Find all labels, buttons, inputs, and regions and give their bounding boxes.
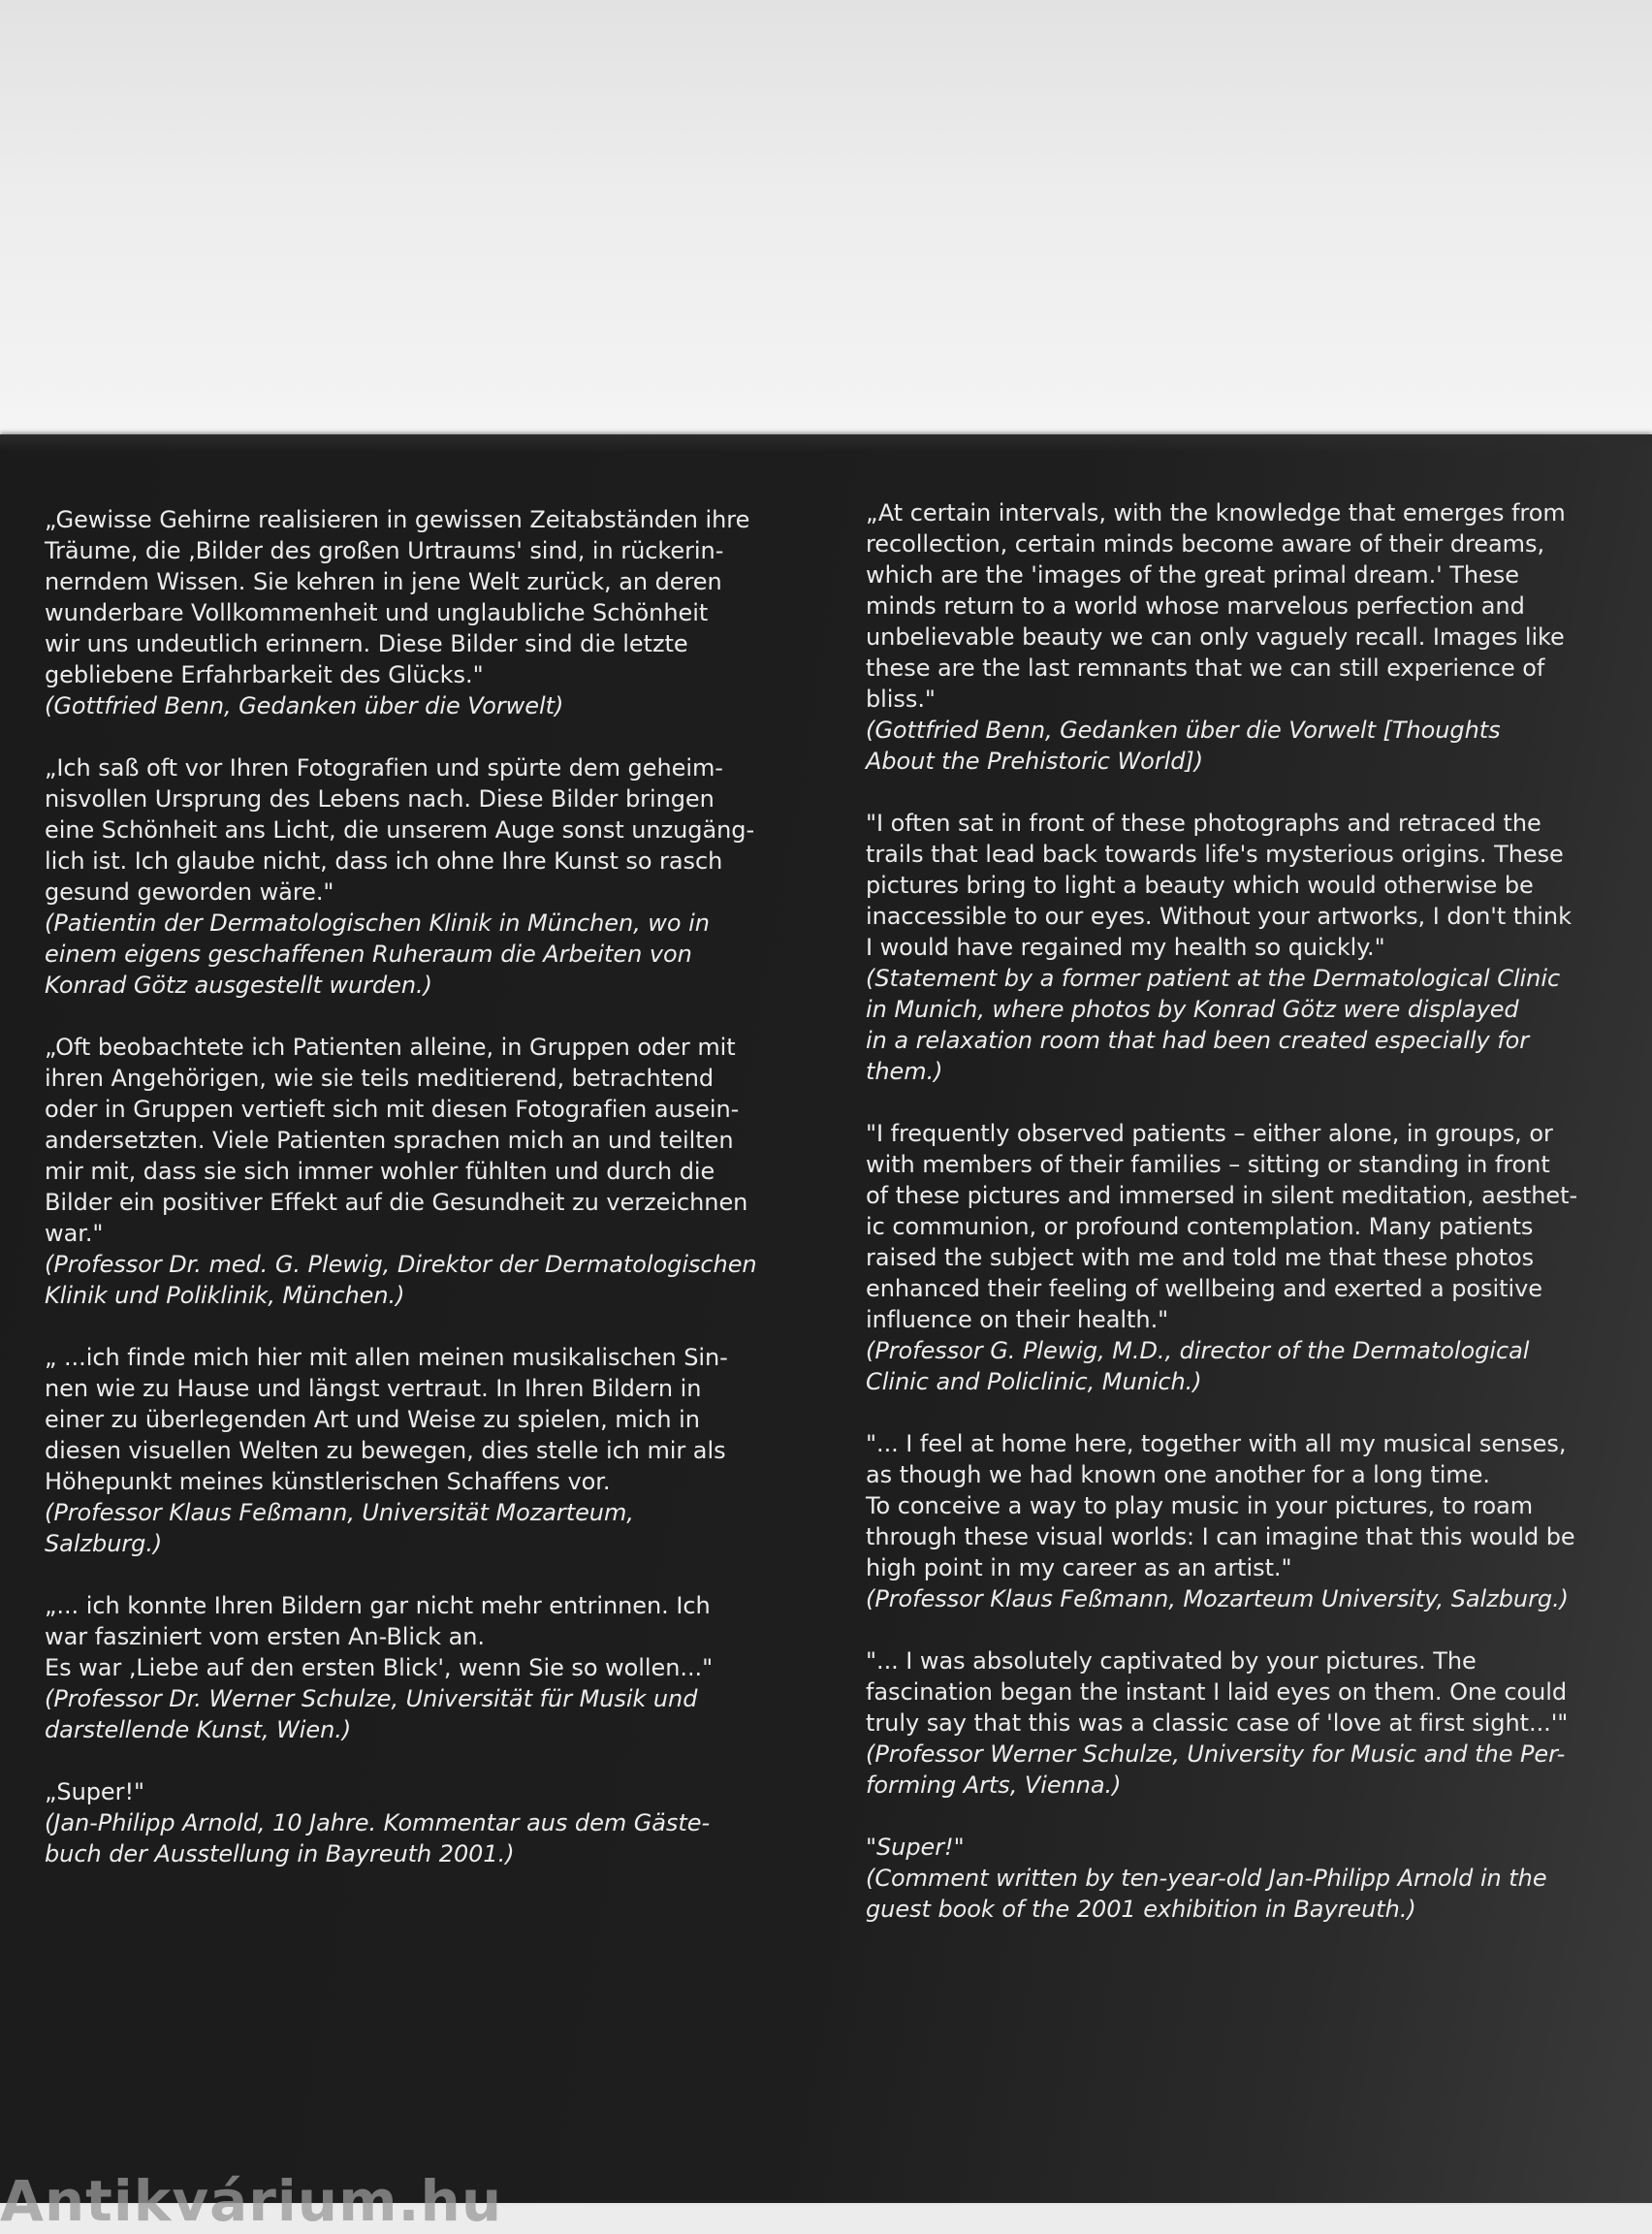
quote-source: (Professor Dr. med. G. Plewig, Direktor der Dermatologischen Klinik und Poliklinik, München.) [45, 1251, 757, 1309]
background-wall [0, 0, 1652, 438]
quote-text: "I frequently observed patients – either alone, in groups, or with members of their families – sitting or standing in front of these pictures and immersed in silent meditation, aesthet- ic communion, or profound contemplation. Many patients raised the subject with me and told me that these photos enhanced their feeling of wellbeing and exerted a positive influence on their health." [866, 1120, 1578, 1333]
quote-source: (Comment written by ten-year-old Jan-Philipp Arnold in the guest book of the 2001 exhibition in Bayreuth.) [866, 1865, 1547, 1923]
quote-source: (Professor Dr. Werner Schulze, Universität für Musik und darstellende Kunst, Wien.) [45, 1685, 698, 1743]
quote-text: „Ich saß oft vor Ihren Fotografien und spürte dem geheim- nisvollen Ursprung des Lebens nach. Diese Bilder bringen eine Schönheit ans Licht, die unserem Auge sonst unzugäng- lich ist. Ich glaube nicht, dass ich ohne Ihre Kunst so rasch gesund geworden wäre." [45, 754, 755, 906]
quote-entry-patient-en [866, 808, 1620, 1087]
quote-source: (Professor Klaus Feßmann, Universität Mozarteum, Salzburg.) [45, 1499, 634, 1557]
quote-text: "... I feel at home here, together with all my musical senses, as though we had known one another for a long time. To conceive a way to play music in your pictures, to roam through these visual worlds: I can imagine that this would be high point in my career as an artist." [866, 1430, 1575, 1581]
english-text-column [866, 497, 1620, 1956]
quote-entry-arnold-de [45, 1776, 801, 1869]
quote-entry-plewig-en [866, 1118, 1620, 1397]
quote-text: "Super!" [866, 1834, 965, 1861]
quote-text: „Oft beobachtete ich Patienten alleine, in Gruppen oder mit ihren Angehörigen, wie sie teils meditierend, betrachtend oder in Gruppen vertieft sich mit diesen Fotografien ausein- andersetzten. Viele Patienten sprachen mich an und teilten mir mit, dass sie sich immer wohler fühlten und durch die Bilder ein positiver Effekt auf die Gesundheit zu verzeichnen war." [45, 1034, 748, 1247]
quote-source: (Professor G. Plewig, M.D., director of the Dermatological Clinic and Policlinic, Munich.) [866, 1337, 1530, 1395]
quote-source: (Professor Klaus Feßmann, Mozarteum University, Salzburg.) [866, 1585, 1569, 1612]
quote-source: (Statement by a former patient at the Dermatological Clinic in Munich, where photos by Konrad Götz were displayed in a relaxation room that had been created especially for them.) [866, 965, 1561, 1085]
quote-entry-fessmann-en [866, 1428, 1620, 1614]
quote-source: (Professor Werner Schulze, University for Music and the Per- forming Arts, Vienna.) [866, 1740, 1566, 1799]
quote-text: "... I was absolutely captivated by your pictures. The fascination began the instant I laid eyes on them. One could truly say that this was a classic case of 'love at first sight...'" [866, 1647, 1569, 1737]
quote-source: (Jan-Philipp Arnold, 10 Jahre. Kommentar aus dem Gäste- buch der Ausstellung in Bayreuth 2001.) [45, 1809, 711, 1867]
watermark: Antikvárium.hu [0, 2168, 503, 2234]
german-text-column [45, 504, 801, 1900]
quote-entry-patient-de [45, 752, 801, 1001]
quote-entry-plewig-de [45, 1032, 801, 1311]
quote-source: (Gottfried Benn, Gedanken über die Vorwelt) [45, 692, 564, 719]
quote-entry-schulze-en [866, 1645, 1620, 1801]
quote-entry-schulze-de [45, 1590, 801, 1745]
quote-text: „Super!" [45, 1778, 145, 1805]
quote-entry-benn-de [45, 504, 801, 721]
quote-text: "I often sat in front of these photographs and retraced the trails that lead back towards life's mysterious origins. These pictures bring to light a beauty which would otherwise be inaccessible to our eyes. Without your artworks, I don't think I would have regained my health so quickly." [866, 810, 1572, 961]
quote-text: „At certain intervals, with the knowledge that emerges from recollection, certain minds become aware of their dreams, which are the 'images of the great primal dream.' These minds return to a world whose marvelous perfection and unbelievable beauty we can only vaguely recall. Images like these are the last remnants that we can still experience of bliss." [866, 499, 1566, 713]
quote-entry-benn-en [866, 497, 1620, 777]
quote-text: „Gewisse Gehirne realisieren in gewissen Zeitabständen ihre Träume, die ‚Bilder des großen Urtraums' sind, in rückerin- nerndem Wissen. Sie kehren in jene Welt zurück, an deren wunderbare Vollkommenheit und unglaubliche Schönheit wir uns undeutlich erinnern. Diese Bilder sind die letzte gebliebene Erfahrbarkeit des Glücks." [45, 506, 750, 688]
quote-text: „... ich konnte Ihren Bildern gar nicht mehr entrinnen. Ich war fasziniert vom ersten An-Blick an. Es war ‚Liebe auf den ersten Blick', wenn Sie so wollen..." [45, 1592, 714, 1681]
quote-text: „ ...ich finde mich hier mit allen meinen musikalischen Sin- nen wie zu Hause und längst vertraut. In Ihren Bildern in einer zu überlegenden Art und Weise zu spielen, mich in diesen visuellen Welten zu bewegen, dies stelle ich mir als Höhepunkt meines künstlerischen Schaffens vor. [45, 1344, 728, 1495]
quote-entry-arnold-en [866, 1832, 1620, 1925]
quote-entry-fessmann-de [45, 1342, 801, 1559]
quote-source: (Patientin der Dermatologischen Klinik in München, wo in einem eigens geschaffenen Ruheraum die Arbeiten von Konrad Götz ausgestellt wurden.) [45, 910, 710, 999]
quote-source: (Gottfried Benn, Gedanken über die Vorwelt [Thoughts About the Prehistoric World]) [866, 717, 1501, 775]
